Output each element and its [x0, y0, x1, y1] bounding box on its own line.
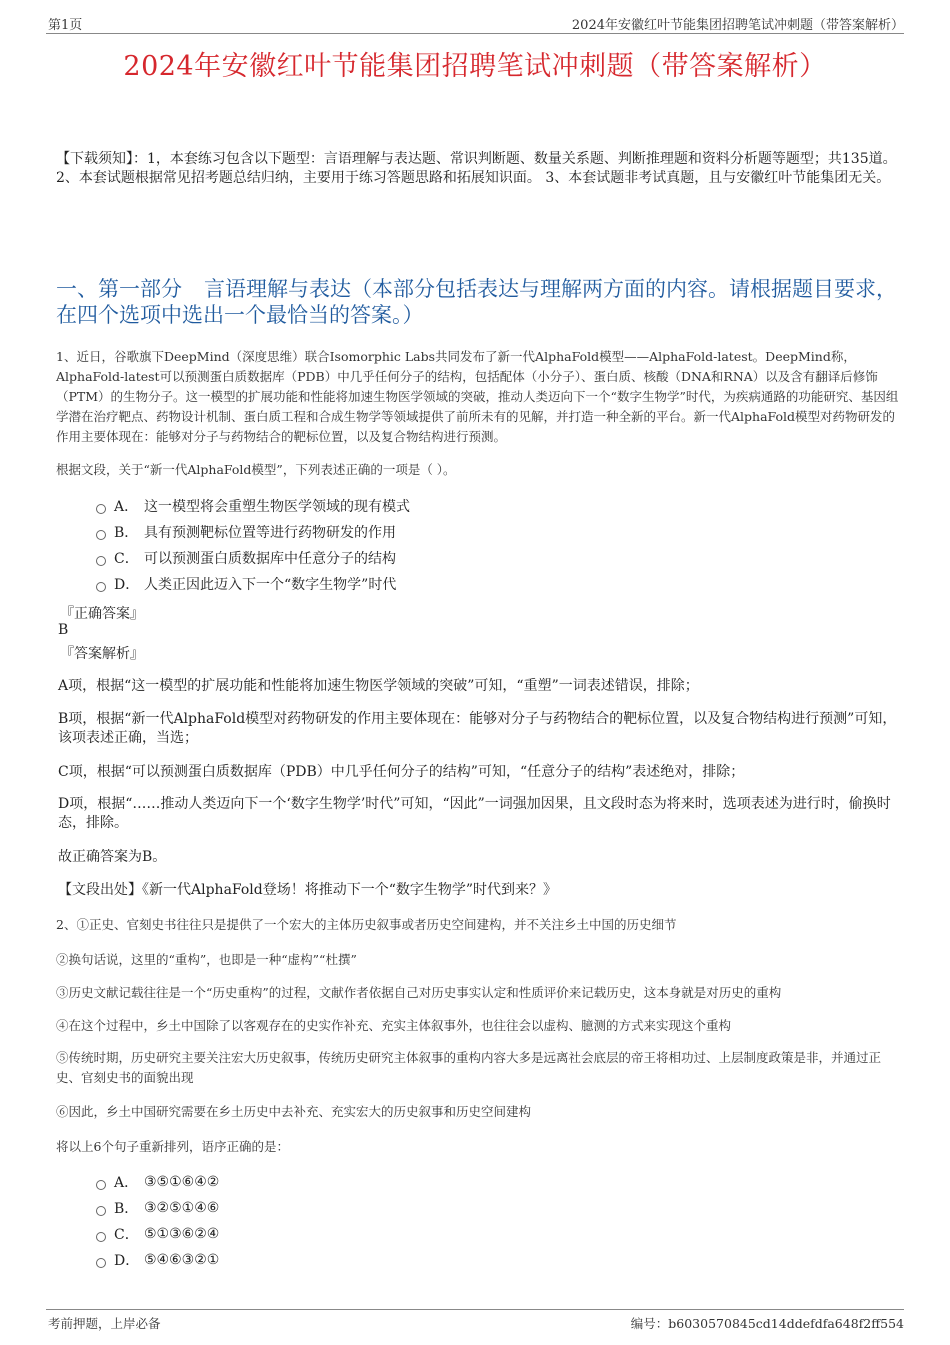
radio-icon[interactable]	[96, 582, 106, 592]
option-letter: D．	[114, 1253, 140, 1269]
option-text: ③⑤①⑥④②	[144, 1174, 220, 1190]
header-title: 2024年安徽红叶节能集团招聘笔试冲刺题（带答案解析）	[571, 18, 904, 33]
radio-icon[interactable]	[96, 1180, 106, 1190]
q1-option-c[interactable]	[96, 548, 396, 568]
q2-question: 将以上6个句子重新排列，语序正确的是：	[56, 1139, 289, 1154]
document-title: 2024年安徽红叶节能集团招聘笔试冲刺题（带答案解析）	[123, 51, 827, 82]
q1-analysis-a: A项，根据“这一模型的扩展功能和性能将加速生物医学领域的突破”可知，“重塑”一词表述错误，排除；	[58, 678, 699, 694]
q1-passage: 1、近日，谷歌旗下DeepMind（深度思维）联合Isomorphic Labs共同发布了新一代AlphaFold模型——AlphaFold-latest。DeepMind称，AlphaFold-latest可以预测蛋白质数据库（PDB）中几乎任何分子的结构，包括配体（小分子）、蛋白质、核酸（DNA和RNA）以及含有翻译后修饰（PTM）的生物分子。这一模型的扩展功能和性能将加速生物医学领域的突破，推动人类迈向下一个“数字生物学”时代，为疾病通路的功能研究、基因组学潜在治疗靶点、药物设计机制、蛋白质工程和合成生物学等领域提供了前所未有的见解，并打造一种全新的平台。新一代AlphaFold模型对药物研发的作用主要体现在：能够对分子与药物结合的靶标位置，以及复合物结构进行预测。	[56, 349, 899, 444]
section-description: 言语理解与表达（本部分包括表达与理解两方面的内容。请根据题目要求，在四个选项中选出一个最恰当的答案。）	[56, 277, 897, 327]
q1-analysis-label: 『答案解析』	[60, 646, 144, 662]
option-text: 具有预测靶标位置等进行药物研发的作用	[144, 525, 396, 541]
footer-document-id: 编号：b6030570845cd14ddefdfa648f2ff554	[630, 1316, 904, 1331]
option-text: 这一模型将会重塑生物医学领域的现有模式	[144, 499, 410, 515]
section-number: 一、第一部分	[56, 277, 182, 301]
radio-icon[interactable]	[96, 1232, 106, 1242]
option-letter: B．	[114, 525, 139, 541]
header-page-number: 第1页	[48, 18, 83, 33]
radio-icon[interactable]	[96, 1206, 106, 1216]
option-letter: C．	[114, 1227, 139, 1243]
q2-sentence-2: ②换句话说，这里的“重构”，也即是一种“虚构”“杜撰”	[56, 952, 357, 967]
q1-option-d[interactable]	[96, 574, 396, 594]
q2-option-b[interactable]	[96, 1198, 219, 1218]
radio-icon[interactable]	[96, 504, 106, 514]
option-letter: C．	[114, 551, 139, 567]
q2-sentence-1: 2、①正史、官刻史书往往只是提供了一个宏大的主体历史叙事或者历史空间建构，并不关注乡土中国的历史细节	[56, 917, 677, 932]
q2-option-d[interactable]	[96, 1250, 219, 1270]
option-text: ③②⑤①④⑥	[144, 1200, 220, 1216]
q2-sentence-6: ⑥因此，乡土中国研究需要在乡土历史中去补充、充实宏大的历史叙事和历史空间建构	[56, 1104, 532, 1119]
option-letter: A．	[114, 1175, 139, 1191]
q2-option-c[interactable]	[96, 1224, 219, 1244]
q2-sentence-3: ③历史文献记载往往是一个“历史重构”的过程，文献作者依据自己对历史事实认定和性质评价来记载历史，这本身就是对历史的重构	[56, 985, 782, 1000]
q1-option-b[interactable]	[96, 522, 396, 542]
option-text: 可以预测蛋白质数据库中任意分子的结构	[144, 551, 396, 567]
radio-icon[interactable]	[96, 1258, 106, 1268]
q1-source: 【文段出处】《新一代AlphaFold登场！将推动下一个“数字生物学”时代到来？》	[58, 882, 558, 898]
footer-divider	[46, 1309, 904, 1310]
option-letter: B．	[114, 1201, 139, 1217]
q1-option-a[interactable]	[96, 496, 410, 516]
option-letter: A．	[114, 499, 139, 515]
option-letter: D．	[114, 577, 140, 593]
option-text: ⑤①③⑥②④	[144, 1226, 220, 1242]
header-divider	[46, 33, 904, 34]
download-notice: 【下载须知】：1，本套练习包含以下题型：言语理解与表达题、常识判断题、数量关系题、判断推理题和资料分析题等题型；共135道。 2、本套试题根据常见招考题总结归纳，主要用于练习答题思路和拓展知识面。 3、本套试题非考试真题，且与安徽红叶节能集团无关。	[56, 151, 897, 186]
q2-sentence-4: ④在这个过程中，乡土中国除了以客观存在的史实作补充、充实主体叙事外，也往往会以虚构、臆测的方式来实现这个重构	[56, 1018, 732, 1033]
option-text: ⑤④⑥③②①	[144, 1252, 220, 1268]
q1-analysis-b: B项，根据“新一代AlphaFold模型对药物研发的作用主要体现在：能够对分子与药物结合的靶标位置，以及复合物结构进行预测”可知，该项表述正确，当选；	[58, 711, 897, 746]
section-heading	[56, 276, 902, 328]
radio-icon[interactable]	[96, 556, 106, 566]
q1-conclusion: 故正确答案为B。	[58, 849, 167, 865]
radio-icon[interactable]	[96, 530, 106, 540]
q1-answer-value: B	[58, 622, 69, 638]
footer-slogan: 考前押题，上岸必备	[48, 1316, 161, 1331]
q1-answer-label: 『正确答案』	[60, 606, 144, 622]
option-text: 人类正因此迈入下一个“数字生物学”时代	[144, 577, 397, 593]
q2-sentence-5: ⑤传统时期，历史研究主要关注宏大历史叙事，传统历史研究主体叙事的重构内容大多是远离社会底层的帝王将相功过、上层制度政策是非，并通过正史、官刻史书的面貌出现	[56, 1050, 882, 1085]
q1-analysis-c: C项，根据“可以预测蛋白质数据库（PDB）中几乎任何分子的结构”可知，“任意分子的结构”表述绝对，排除；	[58, 764, 745, 780]
q2-option-a[interactable]	[96, 1172, 219, 1192]
q1-question: 根据文段，关于“新一代AlphaFold模型”，下列表述正确的一项是（ ）。	[56, 462, 456, 477]
q1-analysis-d: D项，根据“……推动人类迈向下一个‘数字生物学’时代”可知，“因此”一词强加因果，且文段时态为将来时，选项表述为进行时，偷换时态，排除。	[58, 796, 891, 831]
